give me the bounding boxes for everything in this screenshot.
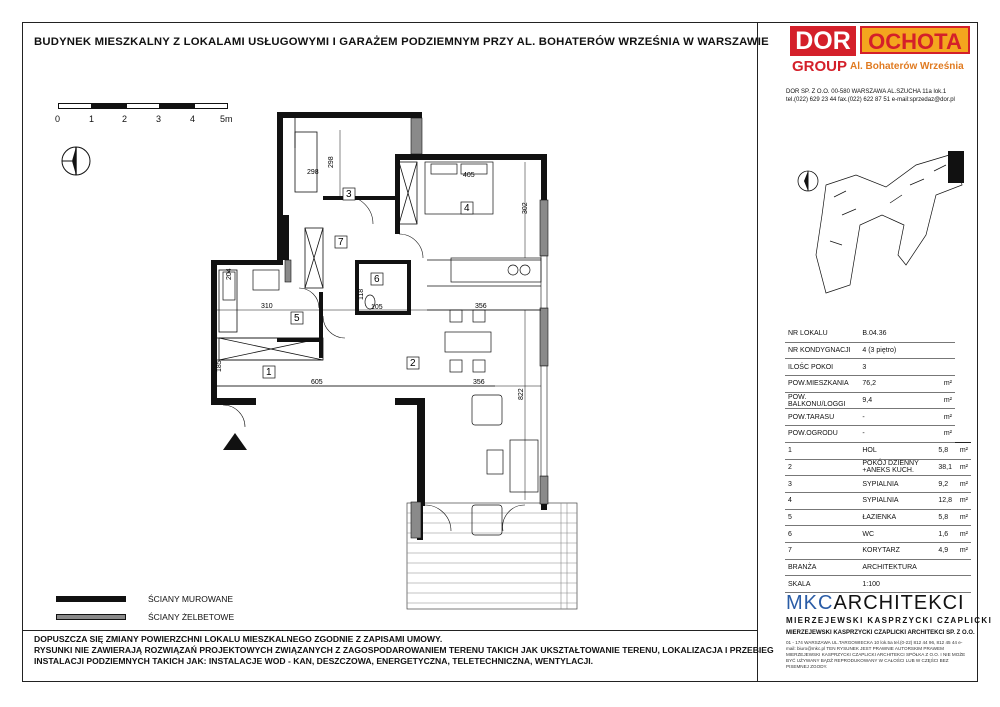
key-plan-north-icon — [798, 171, 818, 191]
dim-405: 405 — [463, 172, 475, 179]
legend-label-masonry: ŚCIANY MUROWANE — [148, 594, 234, 604]
logo-street: Al. Bohaterów Września — [850, 61, 964, 72]
logo-dor: DOR — [790, 26, 856, 56]
floor-plan — [195, 110, 585, 620]
windows — [541, 256, 547, 476]
dim-185: 185 — [216, 360, 223, 372]
dim-298-b: 298 — [328, 156, 335, 168]
note-3: INSTALACJI PODZIEMNYCH TAKICH JAK: INSTALACJE WOD - KAN, DESZCZOWA, ENERGETYCZNA, TELETECHNICZNA, WENTYLACJI. — [34, 656, 594, 666]
room-label-1: 1 — [266, 367, 272, 378]
furniture — [223, 162, 541, 535]
architect-logo — [786, 592, 992, 625]
note-2: RYSUNKI NIE ZAWIERAJĄ ROZWIĄZAŃ PROJEKTOWYCH ZWIĄZANYCH Z ZAGOSPODAROWANIEM TERENU TAKICH JAK UKSZTAŁTOWANIE TERENU, LOKALIZACJA I PRZEBIEG — [34, 645, 774, 655]
info-row-pow-ogrodu: POW.OGRODU - m² — [785, 426, 971, 443]
north-arrow-icon — [60, 145, 94, 179]
room-row-7: 7 KORYTARZ 4,9 m² — [785, 542, 971, 559]
address-line-1: DOR SP. Z O.O. 00-580 WARSZAWA AL.SZUCHA 11a lok.1 — [786, 89, 947, 95]
scale-label-0: 0 — [55, 114, 61, 124]
dim-298-a: 298 — [307, 169, 319, 176]
architect-office: MIERZEJEWSKI KASPRZYCKI CZAPLICKI ARCHITEKCI SP. Z O.O. — [786, 630, 975, 636]
legend-swatch-masonry — [56, 596, 126, 602]
room-label-5: 5 — [294, 313, 300, 324]
legend-label-concrete: ŚCIANY ŻELBETOWE — [148, 612, 235, 622]
balcony — [407, 503, 577, 609]
entrance-marker-icon — [223, 433, 247, 450]
logo-ochota: OCHOTA — [860, 26, 970, 54]
note-1: DOPUSZCZA SIĘ ZMIANY POWIERZCHNI LOKALU MIESZKALNEGO ZGODNIE Z ZAPISAMI UMOWY. — [34, 634, 443, 644]
architect-brand-a: MKC — [786, 592, 834, 614]
scale-label-1: 1 — [89, 114, 95, 124]
room-label-4: 4 — [464, 203, 470, 214]
legend-swatch-concrete — [56, 614, 126, 620]
room-labels — [263, 188, 473, 378]
notes — [34, 634, 774, 667]
dim-356-a: 356 — [475, 303, 487, 310]
room-row-3: 3 SYPIALNIA 9,2 m² — [785, 476, 971, 493]
room-row-2: 2 POKÓJ DZIENNY +ANEKS KUCH. 38,1 m² — [785, 459, 971, 476]
scale-label-4: 4 — [190, 114, 196, 124]
dim-204: 204 — [226, 268, 233, 280]
legend-concrete — [56, 612, 234, 622]
dim-356-b: 356 — [473, 379, 485, 386]
developer-address — [786, 88, 955, 104]
architect-subtitle: MIERZEJEWSKI KASPRZYCKI CZAPLICKI — [786, 616, 993, 625]
divider-vertical — [757, 22, 758, 682]
dim-118: 118 — [358, 288, 365, 300]
info-row-pow-balkonu: POW. BALKONU/LOGGI 9,4 m² — [785, 392, 971, 409]
doors — [223, 196, 525, 531]
apartment-info-table — [785, 326, 971, 593]
architect-brand-b: ARCHITEKCI — [833, 592, 965, 614]
info-row-skala: SKALA 1:100 — [785, 576, 971, 593]
info-row-kondygnacja: NR KONDYGNACJI 4 (3 piętro) — [785, 342, 971, 359]
room-row-1: 1 HOL 5,8 m² — [785, 442, 971, 459]
key-plan-highlight — [948, 151, 964, 183]
room-row-6: 6 WC 1,6 m² — [785, 526, 971, 543]
info-row-pow-mieszkania: POW.MIESZKANIA 76,2 m² — [785, 376, 971, 393]
masonry-walls — [211, 112, 547, 540]
dim-822: 822 — [518, 388, 525, 400]
key-plan-building — [816, 153, 962, 293]
divider-notes — [22, 630, 757, 631]
room-label-2: 2 — [410, 358, 416, 369]
room-label-6: 6 — [374, 274, 380, 285]
key-plan — [786, 145, 972, 305]
address-line-2: tel.(022) 629 23 44 fax.(022) 622 87 51 e-mail:sprzedaz@dor.pl — [786, 97, 955, 103]
dim-105: 105 — [371, 304, 383, 311]
room-row-4: 4 SYPIALNIA 12,8 m² — [785, 492, 971, 509]
scale-label-5m: 5m — [220, 114, 233, 124]
room-label-3: 3 — [346, 189, 352, 200]
scale-label-3: 3 — [156, 114, 162, 124]
architect-fineprint: 01 - 174 WARSZAWA UL.TARGOWIECKA 10 lok.5a tel.(0-22) 812 44 96, 812 45 44 e-mail: biuro@mkc.pl TEN RYSUNEK JEST PRAWNIE AUTORSKIM PRAWEM MIERZEJEWSKI KASPRZYCKI CZAPLICKI ARCHITEKCI SPÓŁKA Z O.O. I NIE MOŻE BYĆ UŻYWANY BĄDŹ REPRODUKOWANY W CAŁOŚCI LUB W CZĘŚCI BEZ PISEMNEJ ZGODY. — [786, 640, 966, 669]
concrete-walls — [285, 118, 548, 538]
scale-label-2: 2 — [122, 114, 128, 124]
info-row-pokoje: ILOŚC POKOI 3 — [785, 359, 971, 376]
page-title: BUDYNEK MIESZKALNY Z LOKALAMI USŁUGOWYMI I GARAŻEM PODZIEMNYM PRZY AL. BOHATERÓW WRZEŚNIA W WARSZAWIE — [34, 36, 769, 48]
info-row-pow-tarasu: POW.TARASU - m² — [785, 409, 971, 426]
logo-group: GROUP — [792, 58, 848, 75]
room-row-5: 5 ŁAZIENKA 5,8 m² — [785, 509, 971, 526]
dim-302: 302 — [522, 202, 529, 214]
dim-310: 310 — [261, 303, 273, 310]
legend-masonry — [56, 594, 233, 604]
info-row-branza: BRANŻA ARCHITEKTURA — [785, 559, 971, 576]
room-label-7: 7 — [338, 237, 344, 248]
info-row-lokal: NR LOKALU B.04.36 — [785, 326, 971, 342]
dim-605: 605 — [311, 379, 323, 386]
